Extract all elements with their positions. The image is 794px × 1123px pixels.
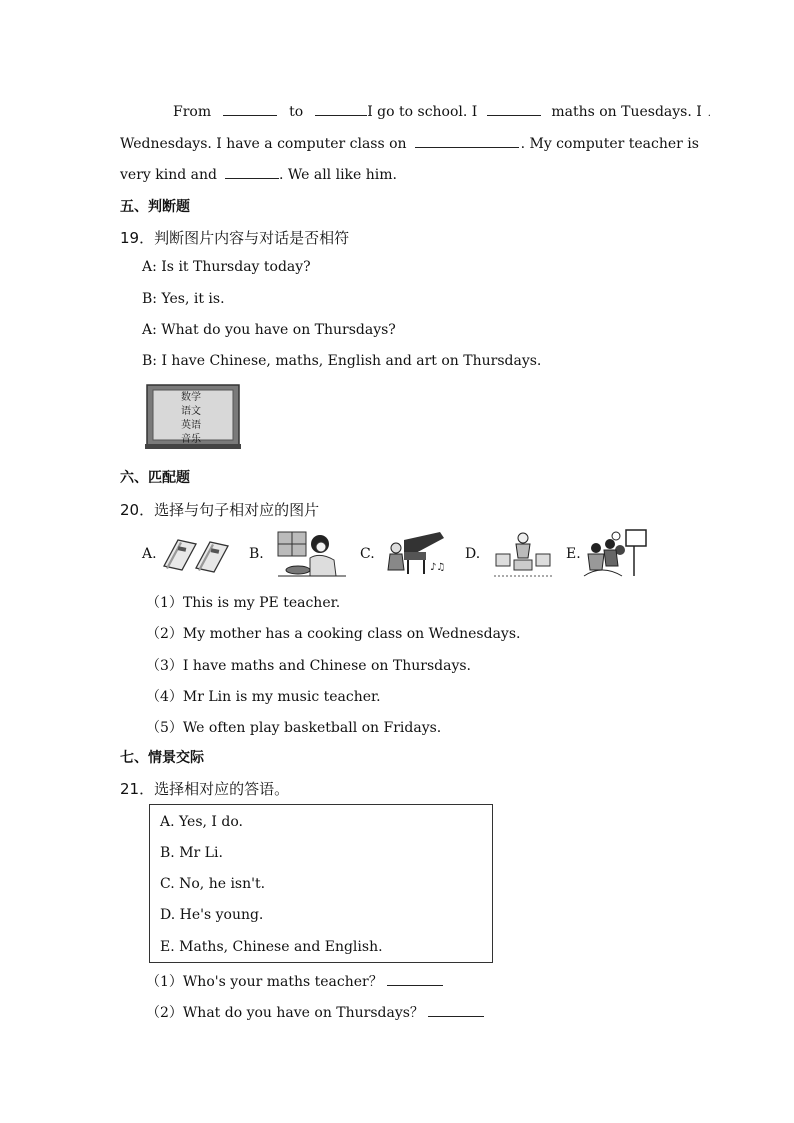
board-text: 语文 <box>181 406 201 417</box>
match-sentence: （3）I have maths and Chinese on Thursdays. <box>146 658 471 674</box>
answer-blank[interactable] <box>487 103 541 116</box>
passage-text: to <box>289 104 304 120</box>
passage-line-3 <box>120 166 397 183</box>
board-text: 英语 <box>181 420 201 431</box>
dialogue-line: B: Yes, it is. <box>142 291 225 307</box>
answer-blank[interactable] <box>223 103 277 116</box>
answer-blank[interactable] <box>415 135 519 148</box>
passage-text: From <box>173 104 212 120</box>
dialogue-line: A: Is it Thursday today? <box>142 259 311 275</box>
question-title: 20．选择与句子相对应的图片 <box>120 501 320 519</box>
match-sentence: （5）We often play basketball on Fridays. <box>146 720 442 736</box>
question-text: （2）What do you have on Thursdays？ <box>146 1005 424 1021</box>
passage-text: I go to school. I <box>367 104 478 120</box>
answer-option: E. Maths, Chinese and English. <box>160 939 383 955</box>
passage-line-1 <box>173 103 711 120</box>
blackboard-image <box>145 383 241 451</box>
piano-teacher-image[interactable] <box>384 530 448 578</box>
passage-text: maths on Tuesdays. I <box>551 104 702 120</box>
answer-option: B. Mr Li. <box>160 845 223 861</box>
answer-option: C. No, he isn't. <box>160 876 266 892</box>
passage-line-2 <box>120 135 699 152</box>
svg-text:♪♫: ♪♫ <box>430 562 446 573</box>
answer-blank[interactable] <box>387 973 443 986</box>
answer-options-box <box>149 804 493 963</box>
section-title: 五、判断题 <box>120 199 190 215</box>
answer-blank[interactable] <box>428 1004 484 1017</box>
section-title: 七、情景交际 <box>120 750 204 766</box>
board-text: 音乐 <box>181 434 201 445</box>
pe-teacher-image[interactable] <box>494 530 552 578</box>
dialogue-line: A: What do you have on Thursdays? <box>142 322 396 338</box>
option-label: E. <box>566 546 581 562</box>
answer-option: D. He's young. <box>160 907 264 923</box>
dialogue-line: B: I have Chinese, maths, English and art on Thursdays. <box>142 353 542 369</box>
question-line <box>146 1002 490 1022</box>
board-text: 数学 <box>181 392 201 403</box>
answer-blank[interactable] <box>225 166 279 179</box>
match-sentence: （1）This is my PE teacher. <box>146 595 341 611</box>
passage-text: . My computer teacher is <box>520 136 699 152</box>
option-label: A. <box>142 546 157 562</box>
passage-text: . <box>707 108 711 119</box>
question-title: 19．判断图片内容与对话是否相符 <box>120 229 350 247</box>
option-label: C. <box>360 546 375 562</box>
question-line <box>146 971 449 991</box>
basketball-image[interactable] <box>582 528 648 578</box>
question-text: （1）Who's your maths teacher？ <box>146 974 383 990</box>
answer-option: A. Yes, I do. <box>160 814 243 830</box>
match-sentence: （2）My mother has a cooking class on Wednesdays. <box>146 626 521 642</box>
passage-text: very kind and <box>120 167 217 183</box>
answer-blank[interactable] <box>315 103 367 116</box>
question-title: 21．选择相对应的答语。 <box>120 780 290 798</box>
passage-text: Wednesdays. I have a computer class on <box>120 136 407 152</box>
section-title: 六、匹配题 <box>120 470 190 486</box>
cooking-mother-image[interactable] <box>276 530 348 578</box>
option-label: B. <box>249 546 264 562</box>
passage-text: . We all like him. <box>278 167 397 183</box>
option-label: D. <box>465 546 481 562</box>
books-image[interactable] <box>160 534 232 574</box>
match-sentence: （4）Mr Lin is my music teacher. <box>146 689 381 705</box>
